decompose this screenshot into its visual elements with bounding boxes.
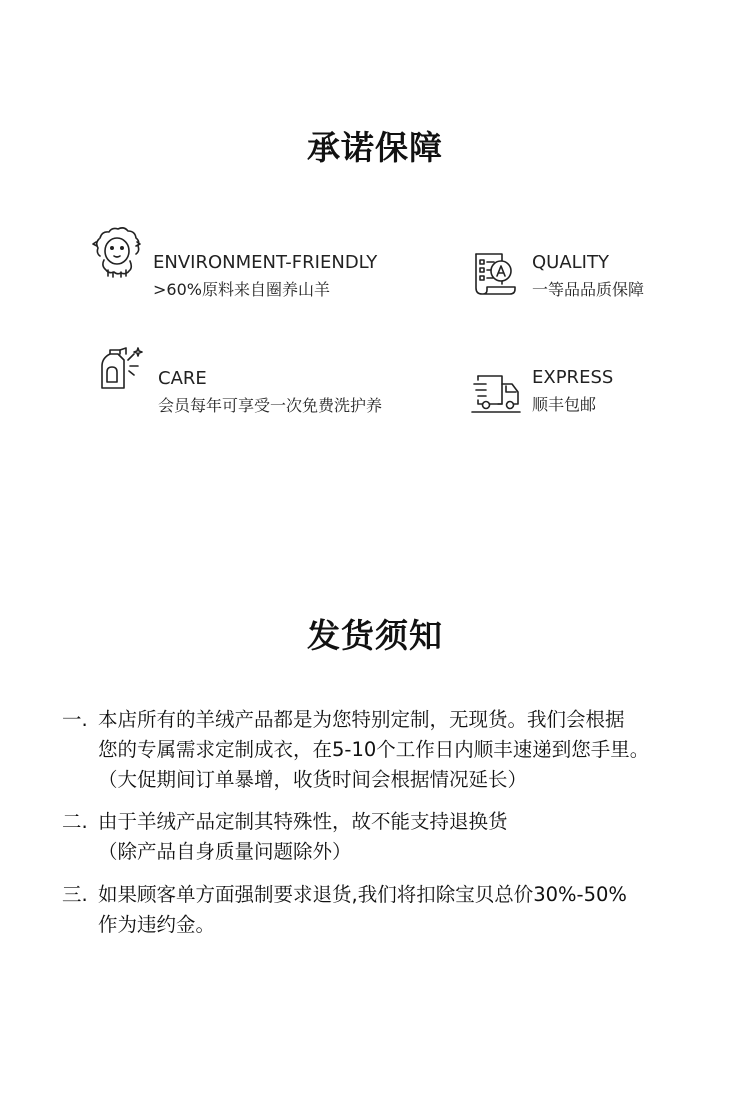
notice-line: （大促期间订单暴增，收货时间会根据情况延长） — [98, 768, 528, 791]
notice-line: 本店所有的羊绒产品都是为您特别定制，无现货。我们会根据 — [98, 708, 625, 731]
shipping-notice-1 — [62, 705, 722, 795]
feature-subtext: 顺丰包邮 — [532, 395, 597, 414]
notice-line: （除产品自身质量问题除外） — [98, 840, 352, 863]
notice-number: 三. — [62, 883, 88, 906]
feature-heading: ENVIRONMENT-FRIENDLY — [153, 252, 378, 273]
notice-line: 如果顾客单方面强制要求退货,我们将扣除宝贝总价30%-50% — [98, 883, 627, 906]
feature-heading: QUALITY — [532, 252, 609, 273]
feature-subtext: 会员每年可享受一次免费洗护养 — [158, 396, 383, 415]
feature-heading: CARE — [158, 368, 207, 389]
shipping-title: 发货须知 — [307, 616, 443, 655]
notice-line: 您的专属需求定制成衣，在5-10个工作日内顺丰速递到您手里。 — [98, 738, 650, 761]
notice-number: 二. — [62, 810, 88, 833]
notice-line: 作为违约金。 — [98, 913, 216, 936]
delivery-truck-icon — [470, 372, 522, 420]
feature-heading: EXPRESS — [532, 367, 614, 388]
notice-number: 一. — [62, 708, 88, 731]
notice-line: 由于羊绒产品定制其特殊性，故不能支持退换货 — [98, 810, 508, 833]
feature-subtext: 一等品品质保障 — [532, 280, 645, 299]
promise-title: 承诺保障 — [307, 128, 443, 167]
feature-subtext: >60%原料来自圈养山羊 — [153, 280, 330, 299]
shipping-notice-2 — [62, 807, 722, 867]
sheep-icon — [92, 226, 142, 282]
shipping-notice-3 — [62, 880, 722, 940]
care-spray-icon — [96, 344, 146, 398]
quality-document-icon — [468, 248, 520, 302]
